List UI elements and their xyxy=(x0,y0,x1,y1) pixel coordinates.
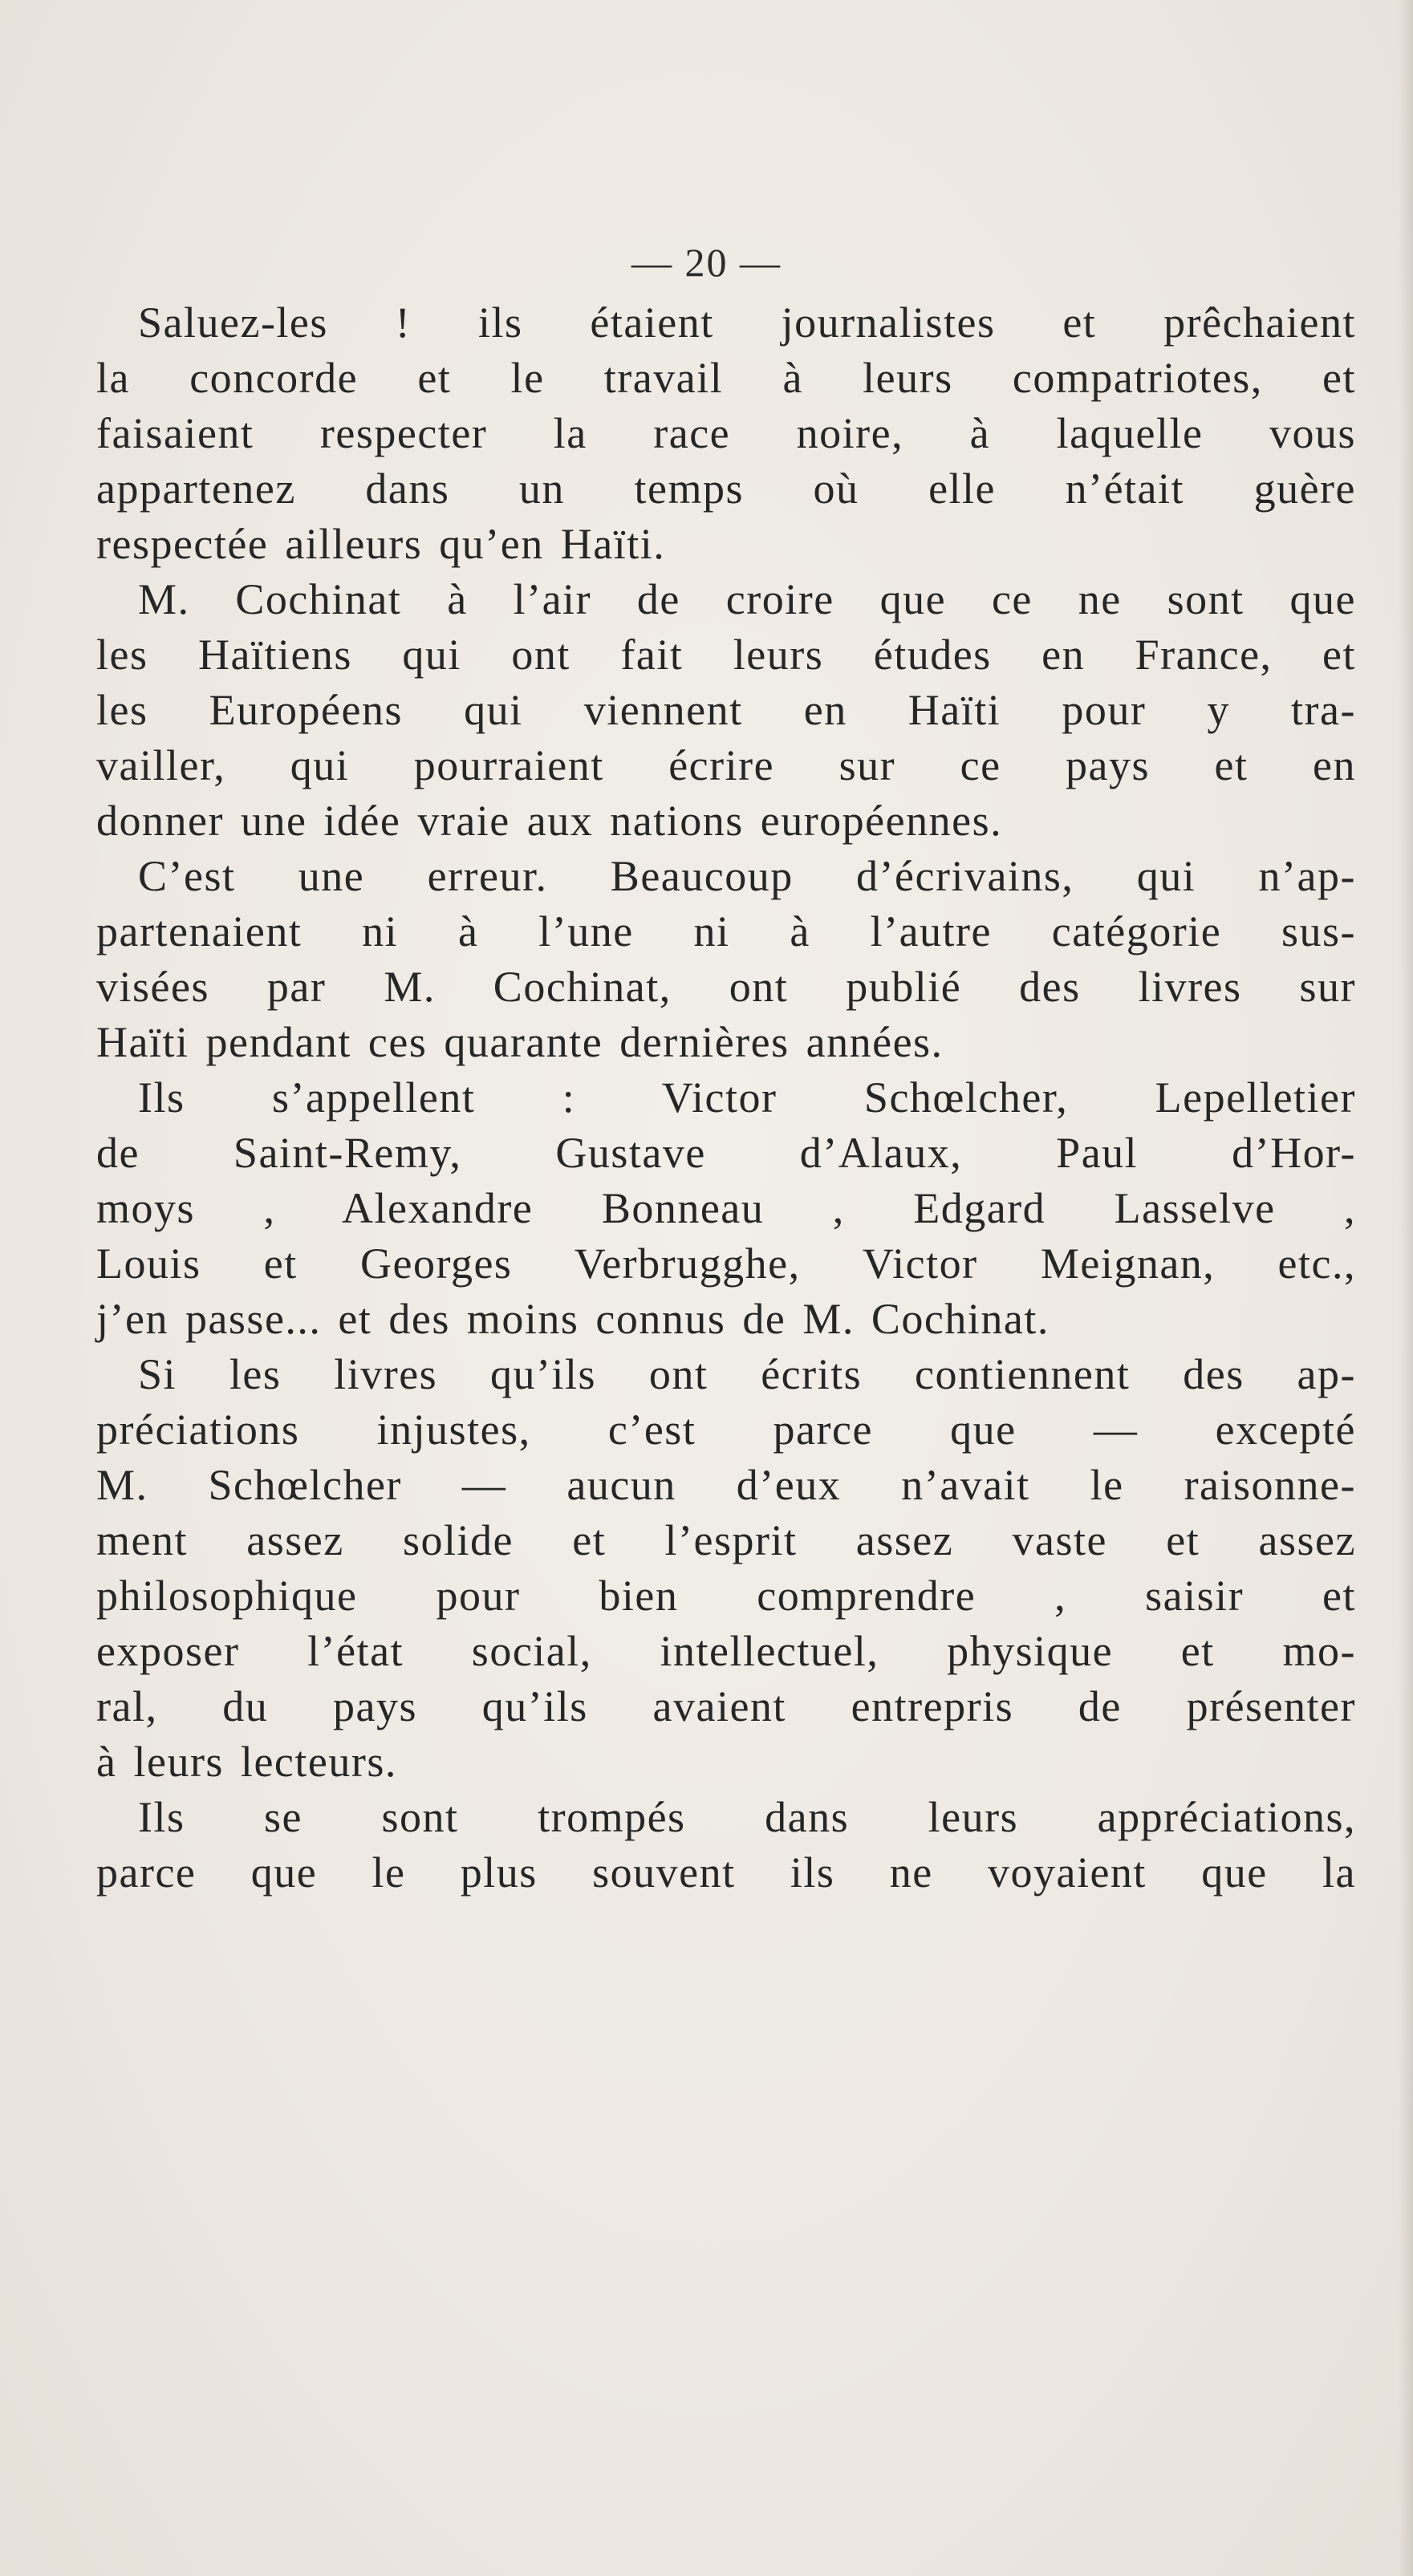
page-edge-shadow xyxy=(1399,0,1413,2576)
text-line: préciations injustes, c’est parce que — excepté xyxy=(96,1406,1356,1454)
text-line: de Saint-Remy, Gustave d’Alaux, Paul d’Hor- xyxy=(96,1129,1356,1177)
text-line: moys , Alexandre Bonneau , Edgard Lasselve , xyxy=(96,1184,1356,1232)
text-line: M. Cochinat à l’air de croire que ce ne sont que xyxy=(138,575,1356,623)
text-line: M. Schœlcher — aucun d’eux n’avait le raisonne- xyxy=(96,1461,1356,1509)
text-line: à leurs lecteurs. xyxy=(96,1738,397,1786)
body-text xyxy=(96,295,1356,1901)
text-line: j’en passe... et des moins connus de M. Cochinat. xyxy=(96,1295,1050,1343)
text-line: vailler, qui pourraient écrire sur ce pays et en xyxy=(96,741,1356,789)
text-line: Ils se sont trompés dans leurs appréciations, xyxy=(138,1793,1356,1841)
text-line: appartenez dans un temps où elle n’était guère xyxy=(96,464,1356,513)
text-line: parce que le plus souvent ils ne voyaient que la xyxy=(96,1848,1356,1897)
text-line: philosophique pour bien comprendre , saisir et xyxy=(96,1572,1356,1620)
text-line: faisaient respecter la race noire, à laquelle vous xyxy=(96,409,1356,457)
text-line: la concorde et le travail à leurs compatriotes, et xyxy=(96,354,1356,402)
text-line: exposer l’état social, intellectuel, physique et mo- xyxy=(96,1627,1356,1675)
text-line: Saluez-les ! ils étaient journalistes et prêchaient xyxy=(138,298,1356,347)
page-number: — 20 — xyxy=(631,240,782,285)
text-line: visées par M. Cochinat, ont publié des livres sur xyxy=(96,963,1356,1011)
text-line: Louis et Georges Verbrugghe, Victor Meignan, etc., xyxy=(96,1239,1356,1288)
text-line: donner une idée vraie aux nations européennes. xyxy=(96,797,1003,845)
text-line: Haïti pendant ces quarante dernières années. xyxy=(96,1018,944,1066)
text-line: ral, du pays qu’ils avaient entrepris de présenter xyxy=(96,1682,1356,1730)
text-line: les Haïtiens qui ont fait leurs études en France, et xyxy=(96,631,1356,679)
text-line: ment assez solide et l’esprit assez vaste et assez xyxy=(96,1516,1356,1564)
text-line: respectée ailleurs qu’en Haïti. xyxy=(96,520,666,568)
text-line: Si les livres qu’ils ont écrits contiennent des ap- xyxy=(138,1350,1356,1398)
text-line: les Européens qui viennent en Haïti pour y tra- xyxy=(96,686,1356,734)
text-line: Ils s’appellent : Victor Schœlcher, Lepelletier xyxy=(138,1073,1356,1122)
text-line: C’est une erreur. Beaucoup d’écrivains, qui n’ap- xyxy=(138,852,1356,900)
text-line: partenaient ni à l’une ni à l’autre catégorie sus- xyxy=(96,907,1356,955)
